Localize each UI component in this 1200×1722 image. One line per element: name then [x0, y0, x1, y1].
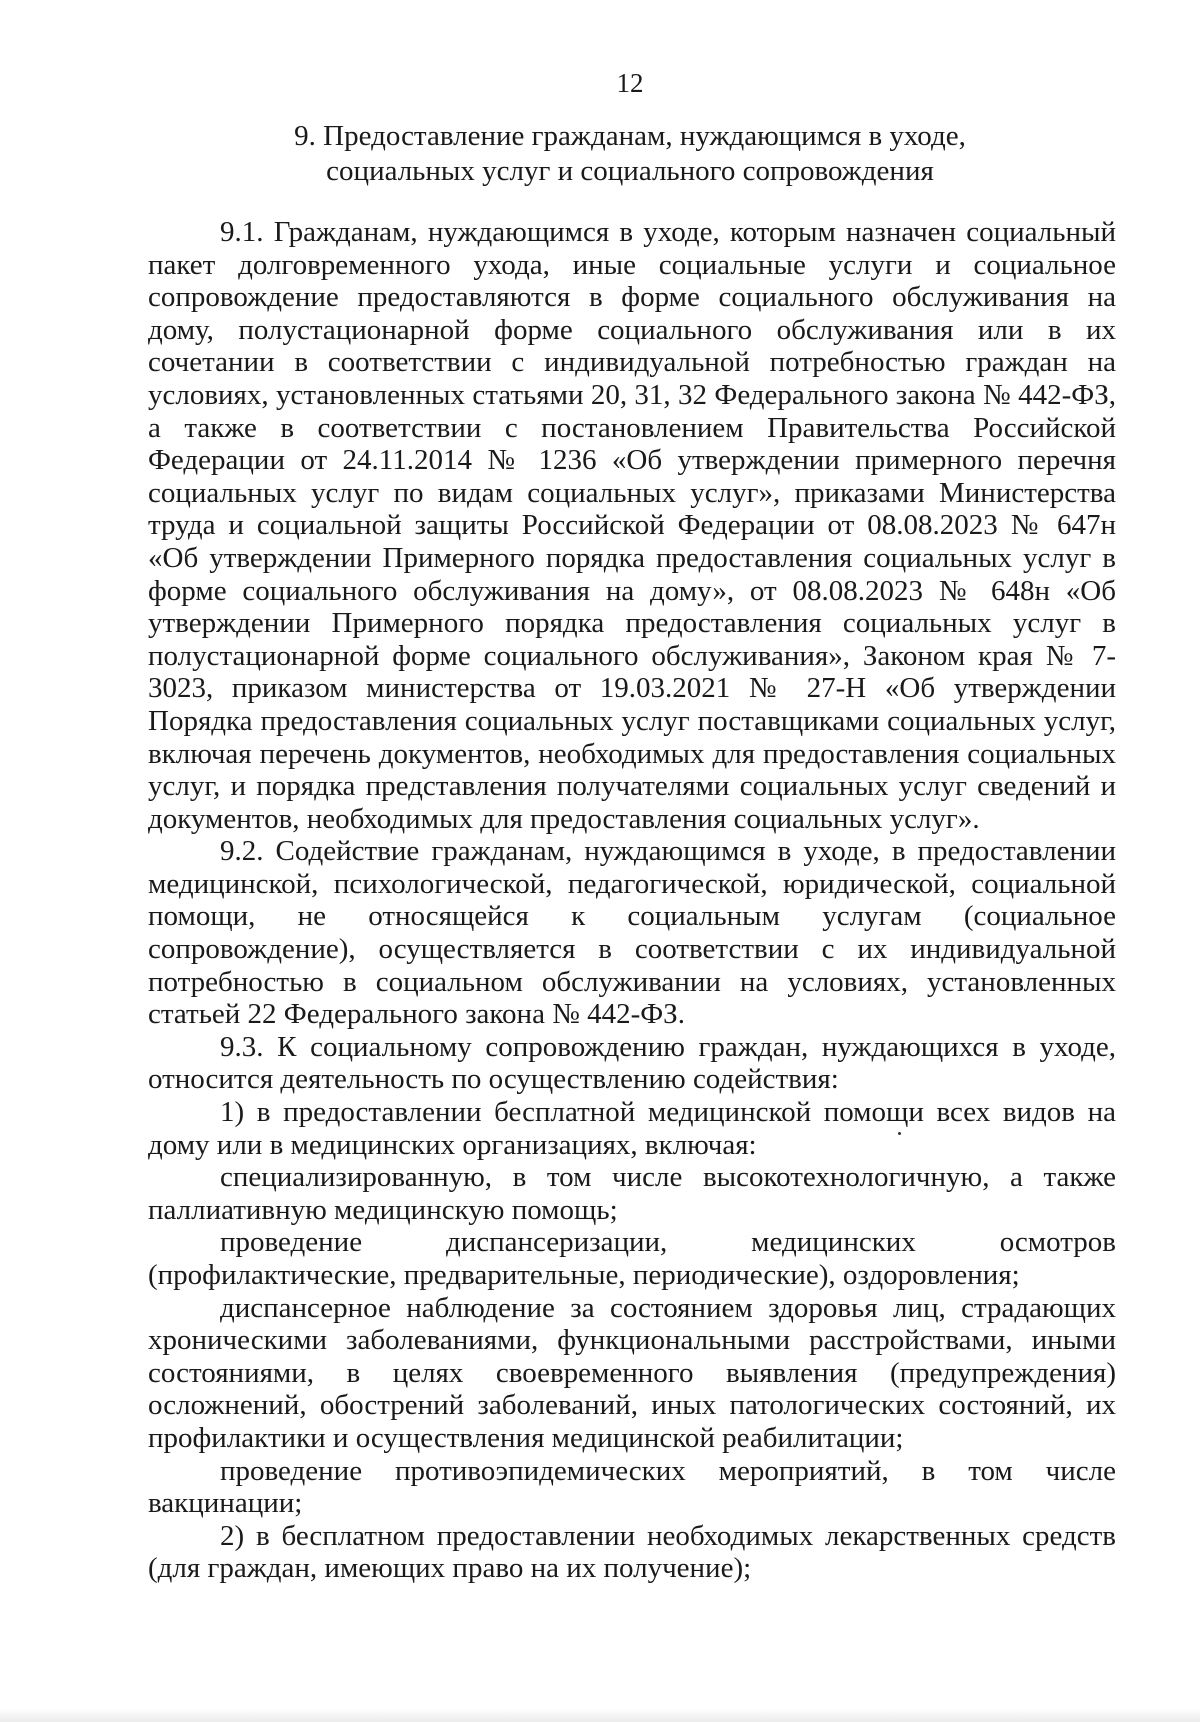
list-subitem-epidemic-measures: проведение противоэпидемических мероприятий, в том числе вакцинации;: [148, 1454, 1116, 1520]
page-number: 12: [616, 68, 644, 98]
paragraph-9-1: 9.1. Гражданам, нуждающимся в уходе, которым назначен социальный пакет долговременного ухода, иные социальные услуги и социальное сопровождение предоставляются в форме социального обслуживания на дому, полустационарной форме социального обслуживания или в их сочетании в соответствии с индивидуальной потребностью граждан на условиях, установленных статьями 20, 31, 32 Федерального закона № 442-ФЗ, а также в соответствии с постановлением Правительства Российской Федерации от 24.11.2014 № 1236 «Об утверждении примерного перечня социальных услуг по видам социальных услуг», приказами Министерства труда и социальной защиты Российской Федерации от 08.08.2023 № 647н «Об утверждении Примерного порядка предоставления социальных услуг в форме социального обслуживания на дому», от 08.08.2023 № 648н «Об утверждении Примерного порядка предоставления социальных услуг в полустационарной форме социального обслуживания», Законом края № 7-3023, приказом министерства от 19.03.2021 № 27-Н «Об утверждении Порядка предоставления социальных услуг поставщиками социальных услуг, включая перечень документов, необходимых для предоставления социальных услуг, и порядка представления получателями социальных услуг сведений и документов, необходимых для предоставления социальных услуг».: [148, 216, 1116, 835]
list-subitem-medical-checkups: проведение диспансеризации, медицинских осмотров (профилактические, предварительные, периодические), оздоровления;: [148, 1226, 1116, 1291]
scan-bottom-edge: [0, 1708, 1200, 1722]
paragraph-9-3: 9.3. К социальному сопровождению граждан, нуждающихся в уходе, относится деятельность по осуществлению содействия:: [148, 1030, 1116, 1096]
list-item-1: 1) в предоставлении бесплатной медицинской помощи всех видов на дому или в медицинских организациях, включая:: [148, 1096, 1116, 1161]
section-heading-line-1: 9. Предоставление гражданам, нуждающимся в уходе,: [294, 120, 966, 152]
list-subitem-specialized-care: специализированную, в том числе высокотехнологичную, а также паллиативную медицинскую помощь;: [148, 1161, 1116, 1226]
list-item-2: 2) в бесплатном предоставлении необходимых лекарственных средств (для граждан, имеющих право на их получение);: [148, 1519, 1116, 1585]
section-heading: [150, 119, 1110, 189]
scan-speck: [898, 1132, 901, 1135]
document-body: [148, 216, 1116, 1585]
list-subitem-dispensary-observation: диспансерное наблюдение за состоянием здоровья лиц, страдающих хроническими заболеваниями, функциональными расстройствами, иными состояниями, в целях своевременного выявления (предупреждения) осложнений, обострений заболеваний, иных патологических состояний, их профилактики и осуществления медицинской реабилитации;: [148, 1291, 1116, 1454]
paragraph-9-2: 9.2. Содействие гражданам, нуждающимся в уходе, в предоставлении медицинской, психологической, педагогической, юридической, социальной помощи, не относящейся к социальным услугам (социальное сопровождение), осуществляется в соответствии с их индивидуальной потребностью в социальном обслуживании на условиях, установленных статьей 22 Федерального закона № 442-ФЗ.: [148, 835, 1116, 1031]
section-heading-line-2: социальных услуг и социального сопровождения: [326, 155, 934, 187]
